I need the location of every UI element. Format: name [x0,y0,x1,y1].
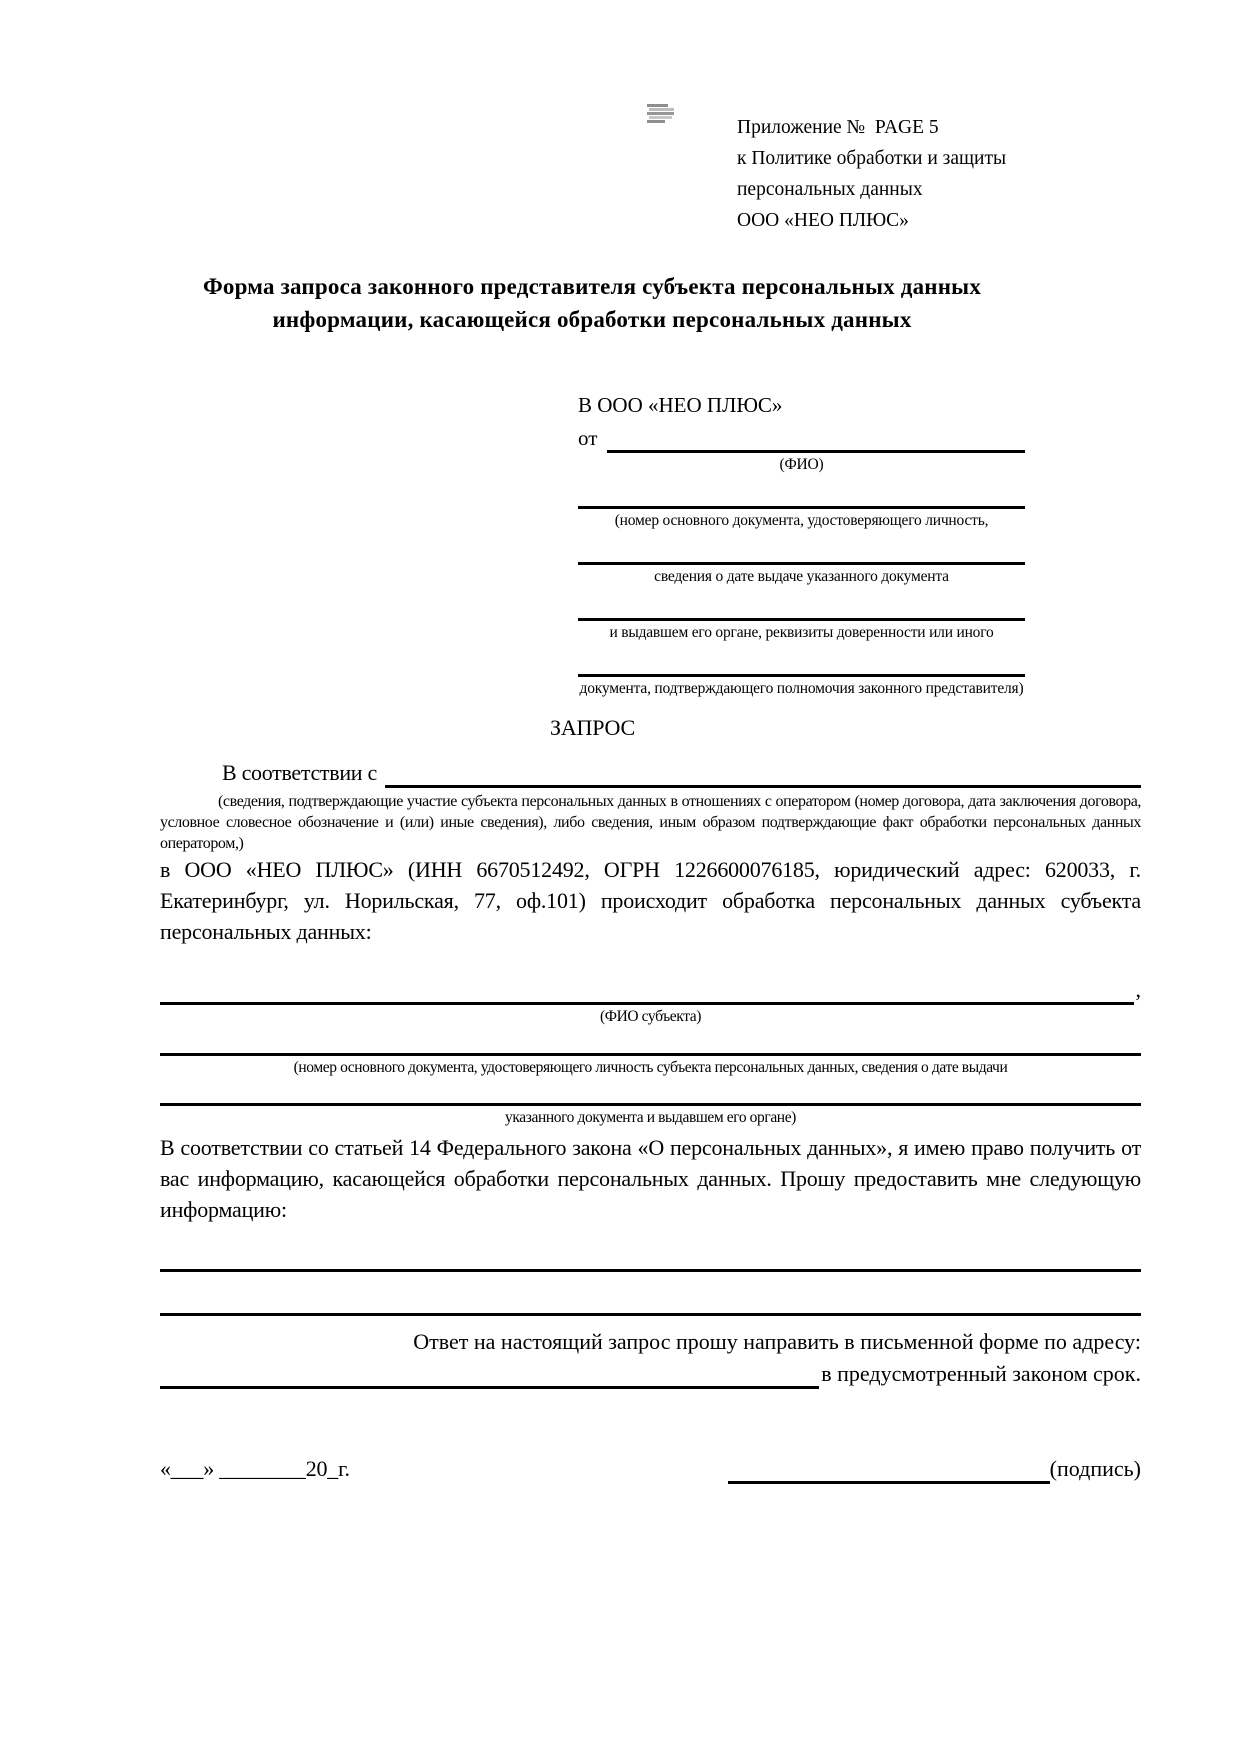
request-heading: ЗАПРОС [550,715,635,740]
date-blank: «___» ________20_г. [160,1456,350,1481]
header-note-line: Приложение № PAGE 5 [737,117,939,138]
field-caption: (номер основного документа, удостоверяющего личность, [614,512,989,529]
field-caption: и выдавшем его органе, реквизиты доверенности или иного [609,624,994,641]
signature-caption: (подпись) [1049,1456,1141,1481]
header-note-line: к Политике обработки и защиты [737,148,1007,169]
from-label: от [578,426,598,450]
trailing-comma: , [1135,977,1141,1002]
fine-print-note: (сведения, подтверждающие участие субъекта персональных данных в отношениях с оператором (номер договора, дата заключения договора, условное словесное обозначение и (или) иные сведения), либо сведения, иным образом подтверждающие факт обработки персональных данных оператором,) [160,793,1141,852]
addressee-block [578,390,1025,698]
document-title-line-2: информации, касающейся обработки персональных данных [272,307,912,332]
form-field [578,594,1025,642]
blank-line [160,1313,1141,1316]
subject-doc-caption-1: (номер основного документа, удостоверяющего личность субъекта персональных данных, сведения о дате выдачи [293,1059,1008,1076]
header-note [737,112,1157,236]
footer-row [160,1453,1141,1484]
document-title-line-1: Форма запроса законного представителя субъекта персональных данных [202,274,982,299]
intro-row [160,757,1141,788]
response-suffix: в предусмотренный законом срок. [821,1361,1141,1386]
request-body [160,713,1141,1484]
operator-paragraph: в ООО «НЕО ПЛЮС» (ИНН 6670512492, ОГРН 1226600076185, юридический адрес: 620033, г. Екатеринбург, ул. Норильская, 77, оф.101) происходит обработка персональных данных субъекта персональных данных: [160,857,1141,944]
law-paragraph: В соответствии со статьей 14 Федерального закона «О персональных данных», я имею право получить от вас информацию, касающейся обработки персональных данных. Прошу предоставить мне следующую информацию: [160,1135,1141,1222]
fio-blank-line [607,426,1025,453]
field-caption: документа, подтверждающего полномочия законного представителя) [579,680,1024,697]
response-line-1: Ответ на настоящий запрос прошу направить в письменной форме по адресу: [413,1329,1141,1354]
blank-line [578,538,1025,565]
blank-line [160,1269,1141,1272]
addressee-to: В ООО «НЕО ПЛЮС» [578,393,783,417]
header-note-line: персональных данных [737,179,923,200]
response-address-row [160,1358,1141,1389]
document-title [0,270,1184,336]
intro-label: В соответствии с [222,760,377,785]
signature-blank-line [728,1458,1050,1484]
field-caption: сведения о дате выдаче указанного документа [654,568,949,585]
form-field [578,650,1025,698]
fio-caption: (ФИО) [779,456,824,473]
form-field [578,538,1025,586]
signature-group [728,1453,1141,1484]
subject-fio-caption: (ФИО субъекта) [599,1008,701,1025]
subject-doc-caption-2: указанного документа и выдавшем его органе) [505,1109,796,1126]
from-row [578,423,1025,453]
form-field [578,482,1025,530]
blank-line [578,650,1025,677]
blank-line [578,594,1025,621]
blank-line [578,482,1025,509]
header-note-line: ООО «НЕО ПЛЮС» [737,210,909,231]
blank-line [385,762,1141,788]
text-lines-icon [647,104,674,125]
subject-fio-row [160,974,1141,1005]
blank-line [160,979,1134,1005]
blank-line [160,1362,819,1389]
